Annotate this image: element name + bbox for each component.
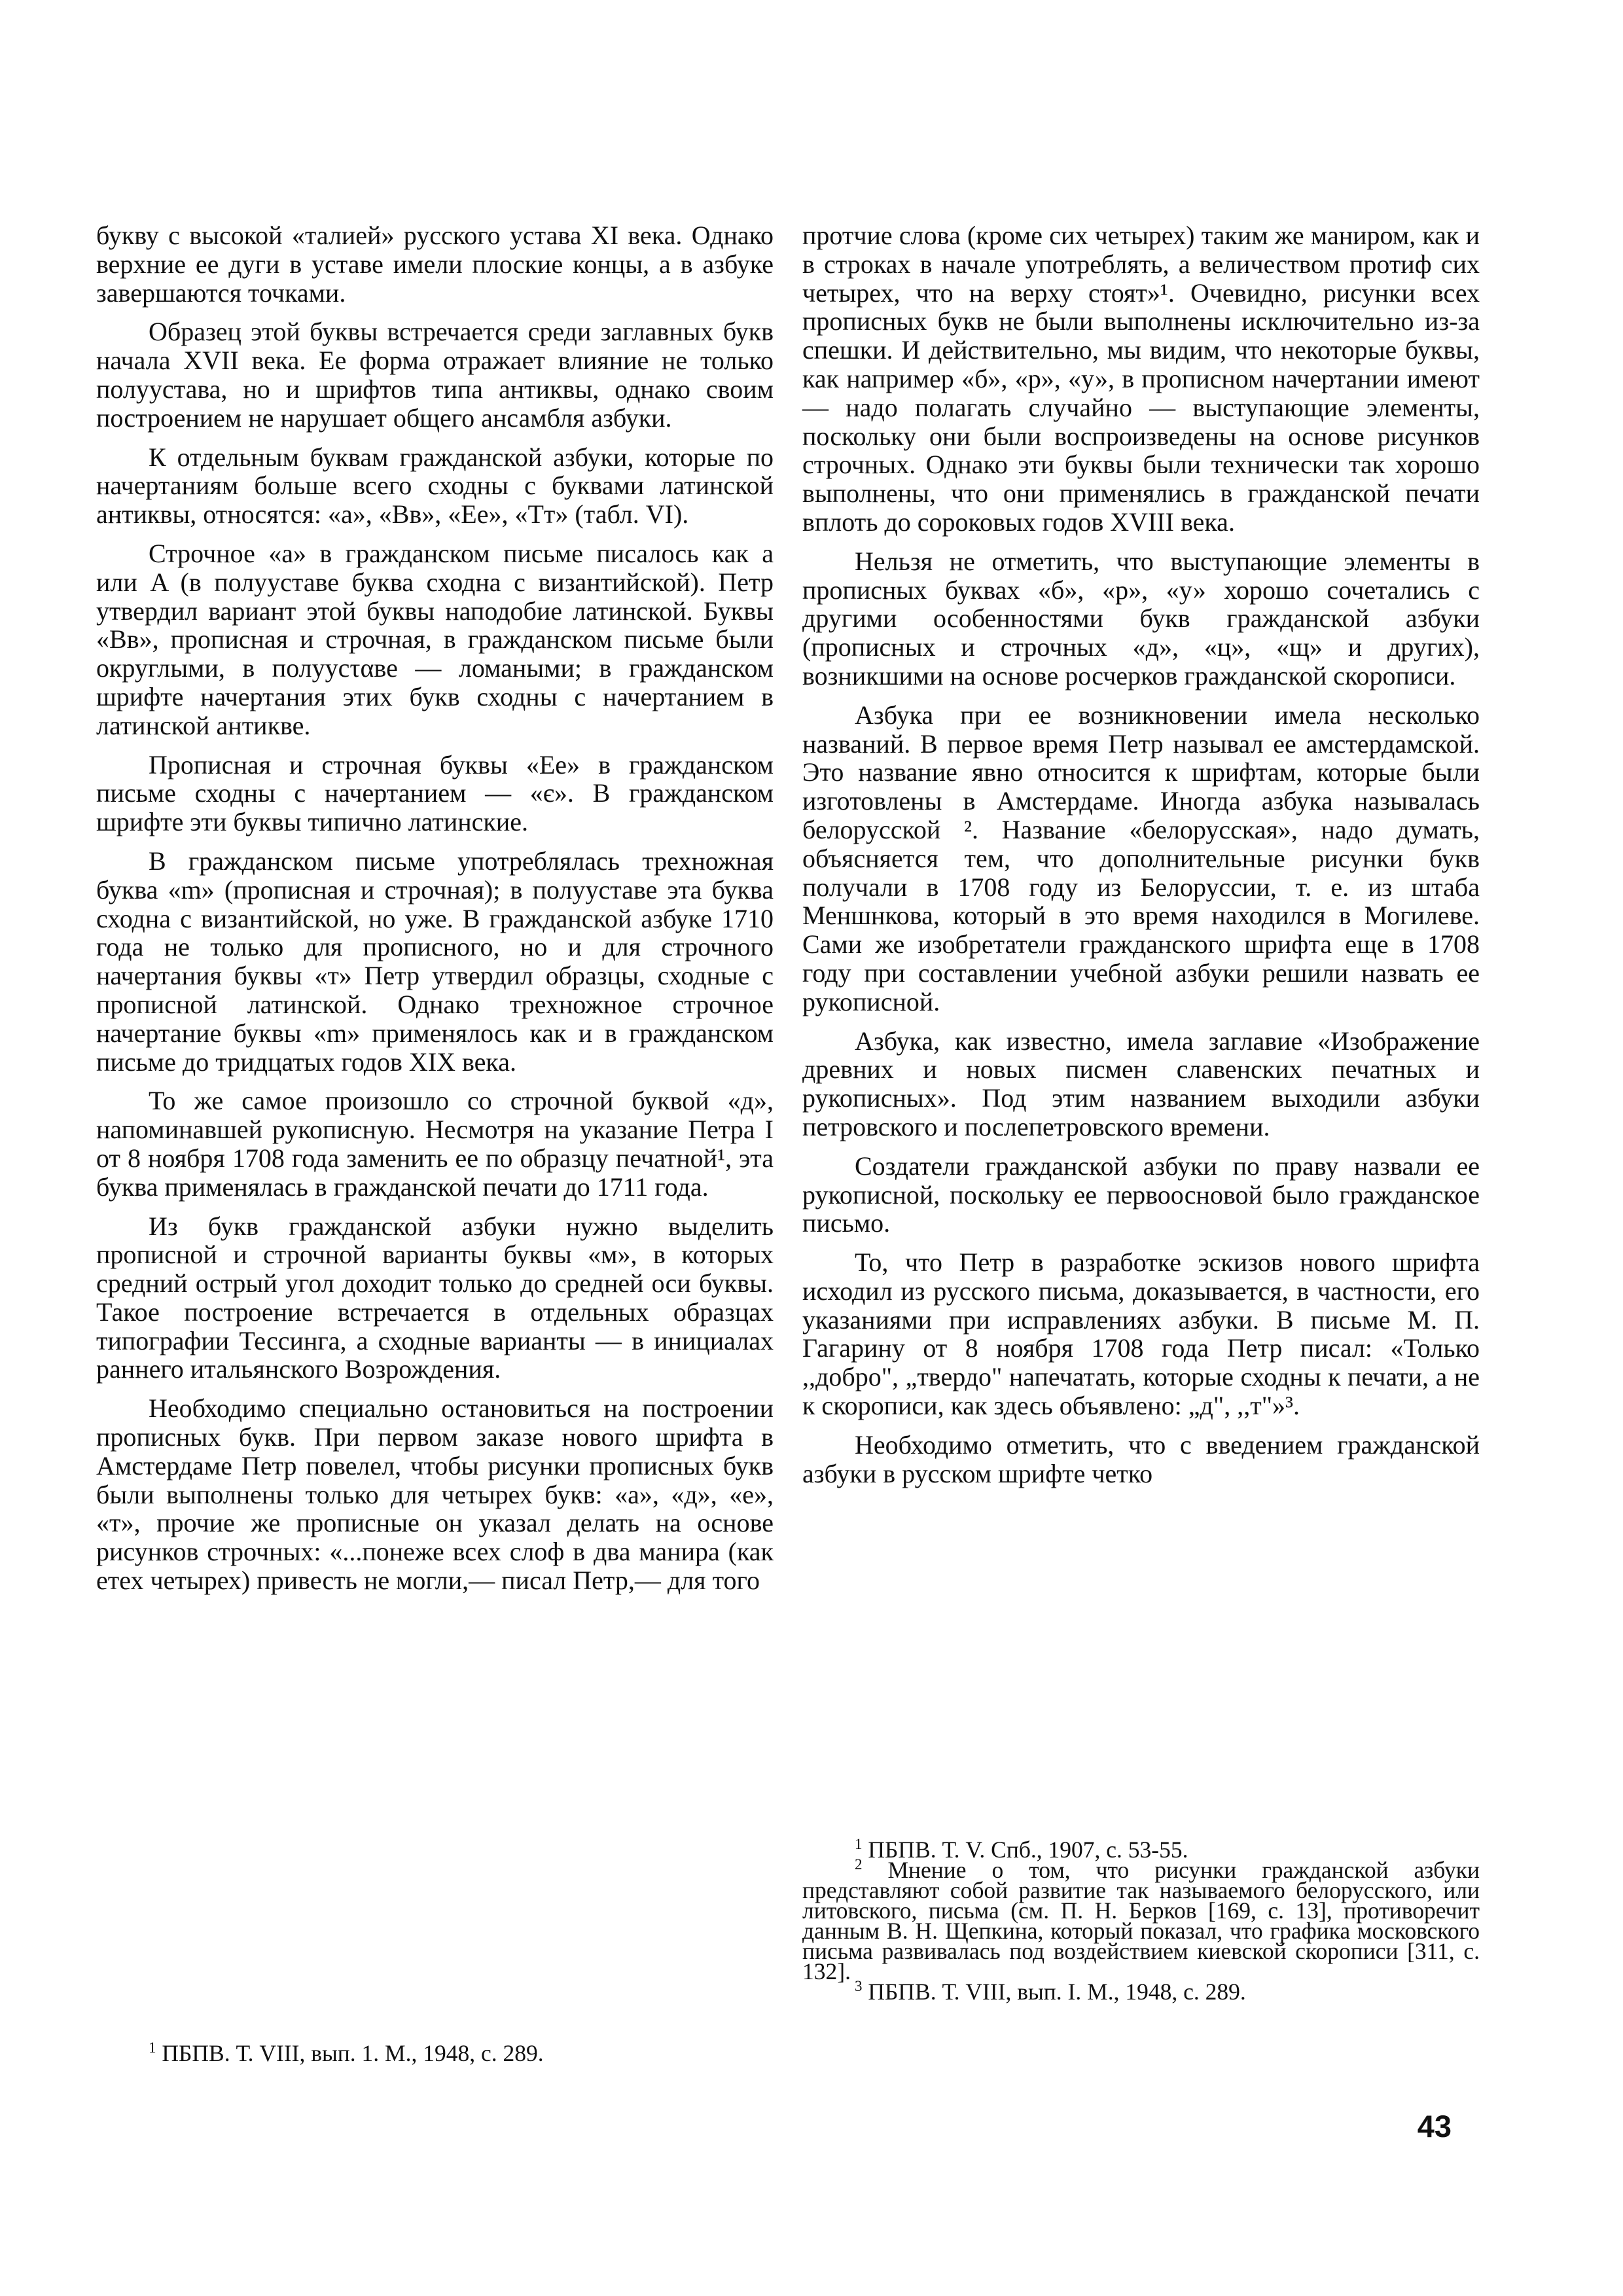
footnote-text: Мнение о том, что рисунки гражданской азбуки представляют собой развитие так называемого белорусского, или литовского, письма (см. П. Н. Берков [169, с. 13], противоречит данным В. Н. Щепкина, который показал, что графика московского письма развивалась под воздействием киевской скорописи [311, с. 132]. xyxy=(802,1857,1480,1984)
left-text-column xyxy=(96,221,774,1605)
paragraph: букву с высокой «талией» русского устава XI века. Однако верхние ее дуги в уставе имели плоские концы, а в азбуке завершаются точками. xyxy=(96,221,774,308)
paragraph: Из букв гражданской азбуки нужно выделить прописной и строчной варианты буквы «м», в которых средний острый угол доходит только до средней оси буквы. Такое построение встречается в отдельных образцах типографии Тессинга, а сходные варианты — в инициалах раннего итальянского Возрождения. xyxy=(96,1211,774,1384)
paragraph: Нельзя не отметить, что выступающие элементы в прописных буквах «б», «р», «у» хорошо сочетались с другими особенностями букв гражданской азбуки (прописных и строчных «д», «ц», «щ» и других), возникшими на основе росчерков гражданской скорописи. xyxy=(802,546,1480,691)
right-text-column xyxy=(802,221,1480,1498)
paragraph: Необходимо отметить, что с введением гражданской азбуки в русском шрифте четко xyxy=(802,1429,1480,1488)
paragraph: Прописная и строчная буквы «Ее» в гражданском письме сходны с начертанием — «є». В гражданском шрифте эти буквы типично латинские. xyxy=(96,749,774,837)
footnote-text: ПБПВ. Т. V. Спб., 1907, с. 53-55. xyxy=(868,1837,1188,1863)
footnote xyxy=(96,2039,774,2066)
paragraph: Азбука, как известно, имела заглавие «Изображение древних и новых писмен славенских печатных и рукописных». Под этим названием выходили азбуки петровского и послепетровского времени. xyxy=(802,1026,1480,1141)
paragraph: В гражданском письме употреблялась трехножная буква «m» (прописная и строчная); в полууставе эта буква сходна с византийской, но уже. В гражданской азбуке 1710 года не только для прописного, но и для строчного начертания буквы «т» Петр утвердил образцы, сходные с прописной латинской. Однако трехножное строчное начертание буквы «m» применялось как и в гражданском письме до тридцатых годов XIX века. xyxy=(96,846,774,1077)
left-footnotes xyxy=(96,2039,774,2066)
paragraph: протчие слова (кроме сих четырех) таким же маниром, как и в строках в начале употреблять, а величеством протиф сих четырех, что на верху стоят»¹. Очевидно, рисунки всех прописных букв не были выполнены исключительно из-за спешки. И действительно, мы видим, что некоторые буквы, как например «б», «р», «у», в прописном начертании имеют — надо полагать случайно — выступающие элементы, поскольку они были воспроизведены на основе рисунков строчных. Однако эти буквы были технически так хорошо выполнены, что они применялись в гражданской печати вплоть до сороковых годов XVIII века. xyxy=(802,221,1480,537)
right-footnotes xyxy=(802,1836,1480,2005)
paragraph: Создатели гражданской азбуки по праву назвали ее рукописной, поскольку ее первоосновой было гражданское письмо. xyxy=(802,1151,1480,1238)
footnote-text: ПБПВ. Т. VIII, вып. 1. М., 1948, с. 289. xyxy=(162,2040,544,2066)
footnote-mark: 2 xyxy=(855,1856,863,1873)
footnote-text: ПБПВ. Т. VIII, вып. I. М., 1948, с. 289. xyxy=(868,1979,1246,2005)
footnote-mark: 1 xyxy=(149,2039,156,2056)
footnote xyxy=(802,1978,1480,2005)
footnote xyxy=(802,1856,1480,1984)
footnote-mark: 1 xyxy=(855,1836,863,1853)
paragraph: То, что Петр в разработке эскизов нового шрифта исходил из русского письма, доказывается, в частности, его указаниями при исправлениях азбуки. В письме М. П. Гагарину от 8 ноября 1708 года Петр писал: «Только ,,добро", „твердо" напечатать, которые сходны к печати, а не к скорописи, как здесь объявлено: „д", ,,т"»³. xyxy=(802,1247,1480,1421)
paragraph: К отдельным буквам гражданской азбуки, которые по начертаниям больше всего сходны с буквами латинской антиквы, относятся: «а», «Вв», «Ее», «Тт» (табл. VI). xyxy=(96,442,774,529)
paragraph: Необходимо специально остановиться на построении прописных букв. При первом заказе нового шрифта в Амстердаме Петр повелел, чтобы рисунки прописных букв были выполнены только для четырех букв: «а», «д», «е», «т», прочие же прописные он указал делать на основе рисунков строчных: «...понеже всех слоф в два манира (как етех четырех) привесть не могли,— писал Петр,— для того xyxy=(96,1393,774,1596)
paragraph: Образец этой буквы встречается среди заглавных букв начала XVII века. Ее форма отражает влияние не только полуустава, но и шрифтов типа антиквы, однако своим построением не нарушает общего ансамбля азбуки. xyxy=(96,317,774,433)
page-number: 43 xyxy=(1417,2109,1452,2144)
paragraph: Азбука при ее возникновении имела несколько названий. В первое время Петр называл ее амстердамской. Это название явно относится к шрифтам, которые были изготовлены в Амстердаме. Иногда азбука называлась белорусской ². Название «белорусская», надо думать, объясняется тем, что дополнительные рисунки букв получали в 1708 году из Белоруссии, т. е. из штаба Меншнкова, который в это время находился в Могилеве. Сами же изобретатели гражданского шрифта еще в 1708 году при составлении учебной азбуки решили назвать ее рукописной. xyxy=(802,700,1480,1016)
paragraph: То же самое произошло со строчной буквой «д», напоминавшей рукописную. Несмотря на указание Петра I от 8 ноября 1708 года заменить ее по образцу печатной¹, эта буква применялась в гражданской печати до 1711 года. xyxy=(96,1086,774,1202)
footnote-mark: 3 xyxy=(855,1978,863,1995)
paragraph: Строчное «а» в гражданском письме писалось как a или A (в полууставе буква сходна с византийской). Петр утвердил вариант этой буквы наподобие латинской. Буквы «Вв», прописная и строчная, в гражданском письме были округлыми, в полуусταве — ломаными; в гражданском шрифте начертания этих букв сходны с начертанием в латинской антикве. xyxy=(96,538,774,740)
